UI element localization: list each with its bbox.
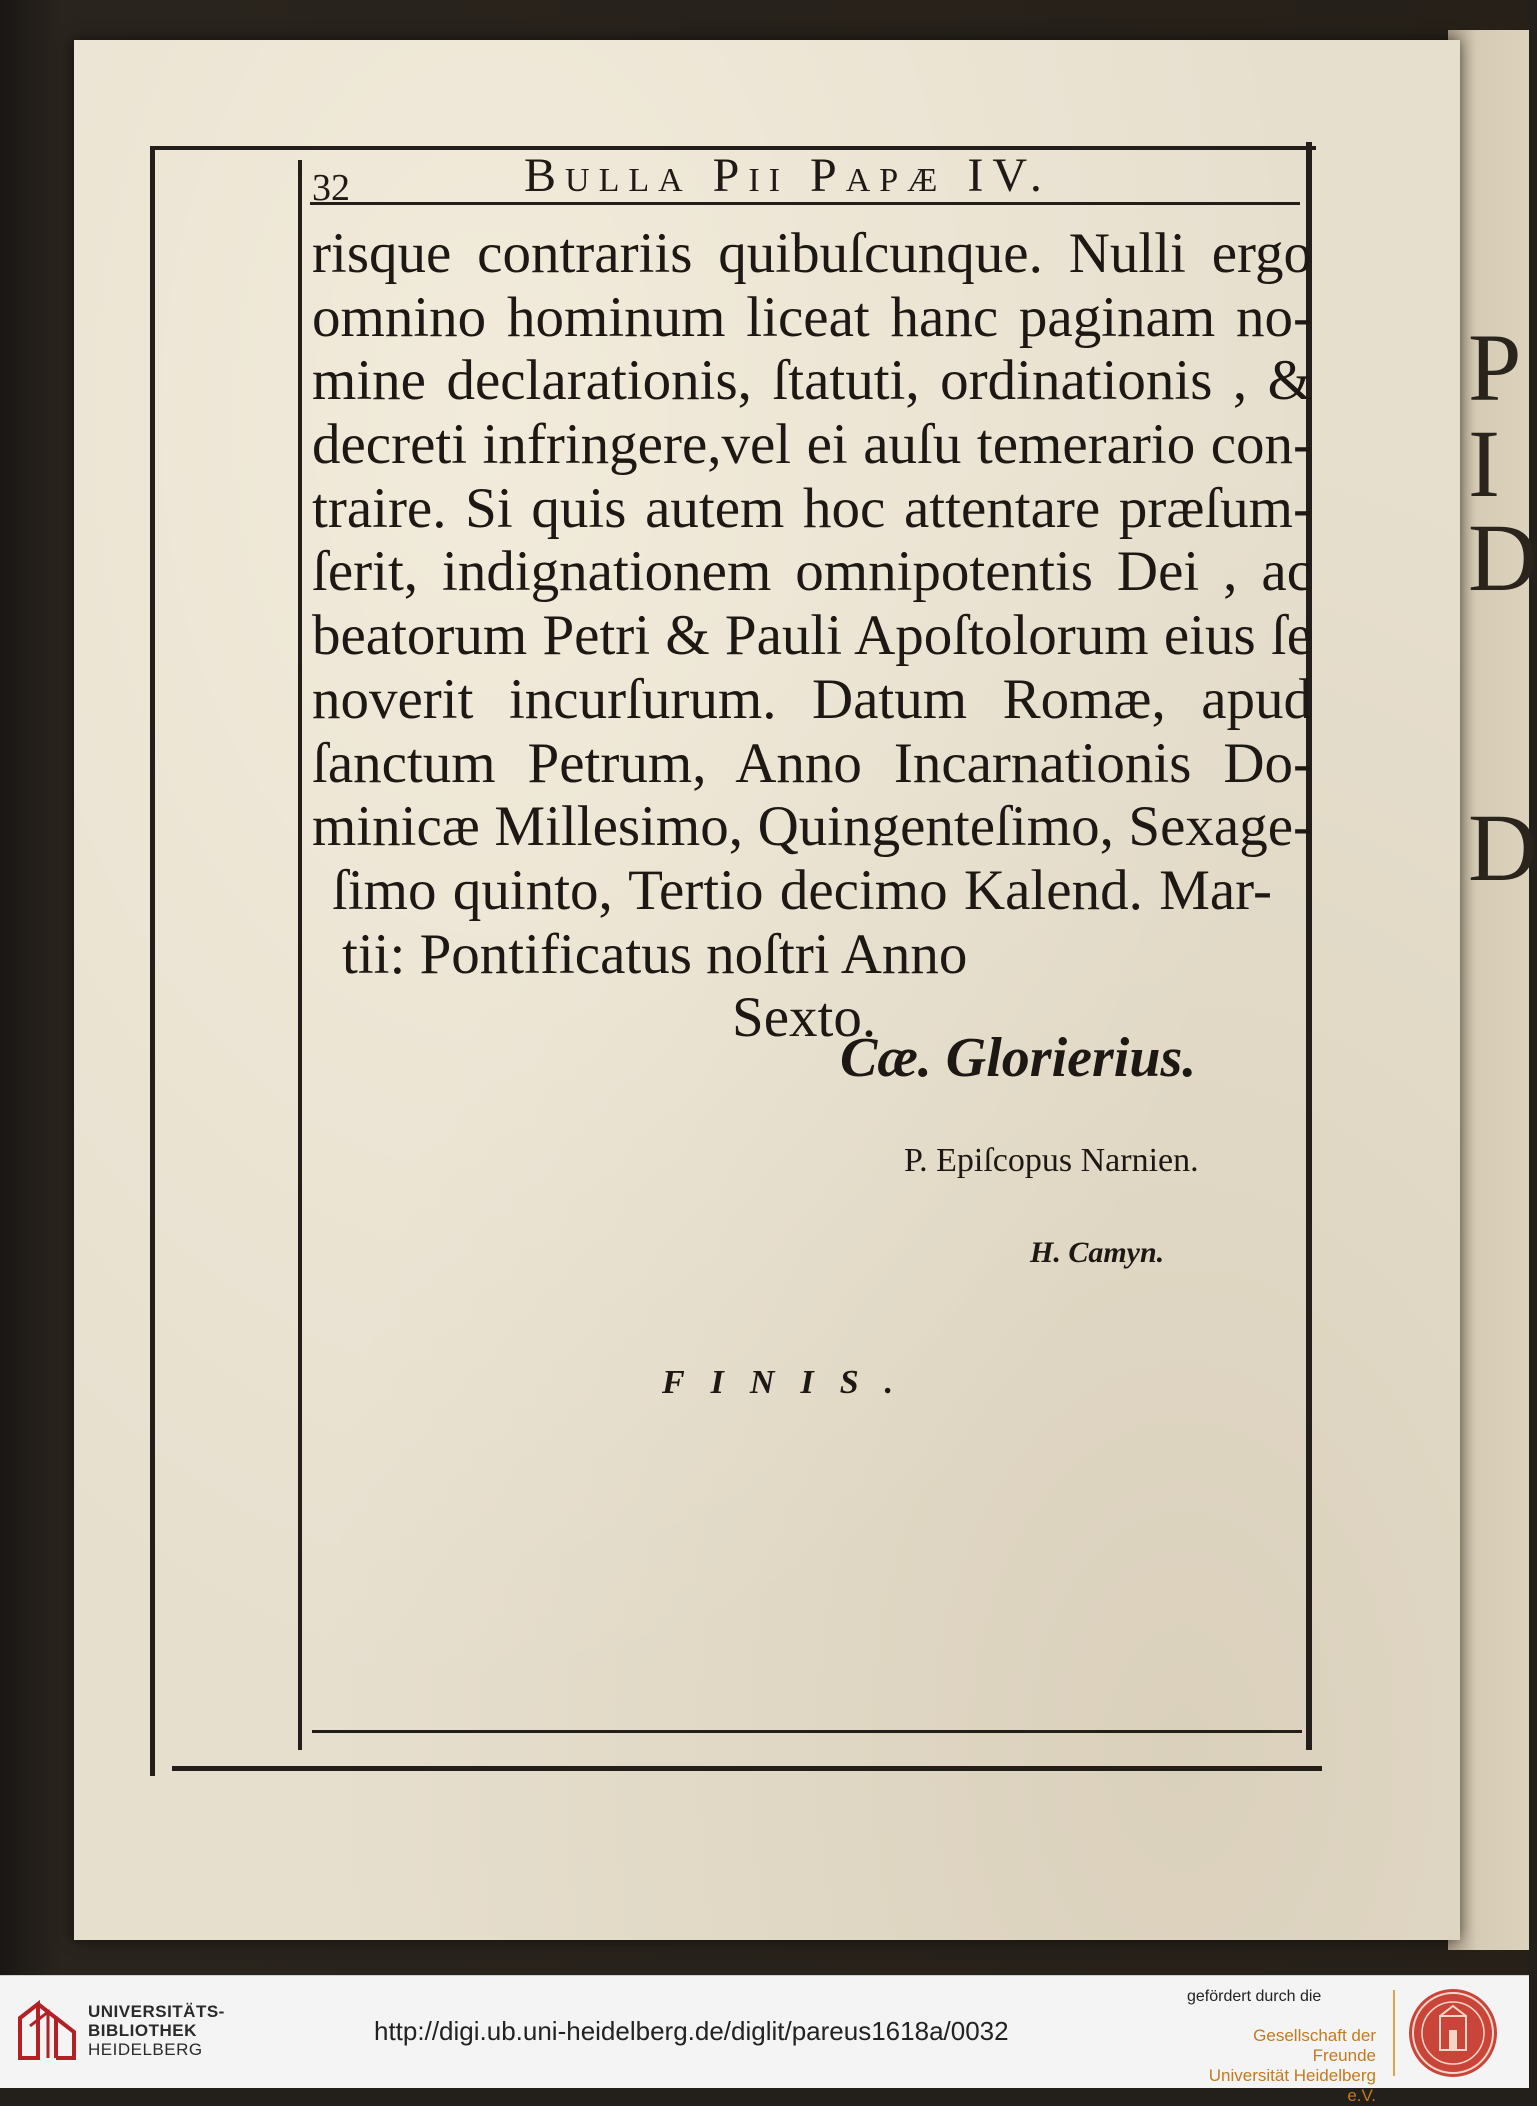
text-line: ſanctum Petrum, Anno Incarnationis Do- — [312, 731, 1312, 795]
viewer-footer — [0, 1975, 1529, 2105]
text-line: decreti infringere,vel ei auſu temerario con- — [312, 413, 1312, 477]
text-line: ſerit, indignationem omnipotentis Dei , ac — [312, 540, 1312, 604]
sponsor-label: gefördert durch die — [1187, 1988, 1322, 2005]
library-name[interactable] — [88, 2002, 225, 2059]
sponsor-divider — [1393, 1990, 1395, 2076]
finis-mark: FINIS. — [662, 1364, 920, 1401]
frame-inner-left-rule — [298, 160, 302, 1750]
text-line: traire. Si quis autem hoc attentare præſum- — [312, 476, 1312, 540]
frame-outer-bottom-rule — [172, 1766, 1322, 1771]
sponsor-name-line: Gesellschaft der Freunde — [1253, 2026, 1376, 2065]
frame-inner-bottom-rule — [312, 1730, 1302, 1733]
frame-outer-left-rule — [150, 146, 155, 1776]
university-seal-icon[interactable] — [1406, 1986, 1500, 2080]
text-line: tii: Pontificatus noſtri Anno — [342, 922, 968, 986]
text-line: ſimo quinto, Tertio decimo Kalend. Mar- — [332, 858, 1272, 922]
text-line: mine declarationis, ſtatuti, ordinationis , & — [312, 349, 1312, 413]
facing-page-fragment: P I — [1468, 314, 1518, 517]
body-text — [312, 222, 1312, 1050]
sponsor-name-line: Universität Heidelberg e.V. — [1208, 2066, 1376, 2105]
facing-page-fragment: D — [1468, 794, 1537, 901]
page-number: 32 — [312, 167, 350, 209]
text-line: omnino hominum liceat hanc paginam no- — [312, 285, 1312, 349]
library-name-line: UNIVERSITÄTS- — [88, 2002, 225, 2021]
facing-page-fragment: D — [1468, 504, 1537, 611]
ub-heidelberg-logo-icon[interactable] — [16, 1998, 78, 2064]
running-title: Bulla Pii Papæ IV. — [524, 149, 1051, 202]
signature-glorierius: Cæ. Glorierius. — [840, 1027, 1197, 1089]
library-name-line: HEIDELBERG — [88, 2040, 203, 2059]
text-line: minicæ Millesimo, Quingenteſimo, Sexage- — [312, 795, 1312, 859]
text-line: beatorum Petri & Pauli Apoſtolorum eius ſe — [312, 604, 1312, 668]
signature-camyn: H. Camyn. — [1030, 1236, 1165, 1269]
text-line: risque contrariis quibuſcunque. Nulli ergo — [312, 222, 1312, 285]
text-line: Sexto. — [732, 986, 877, 1050]
signature-episcopus: P. Epiſcopus Narnien. — [904, 1142, 1199, 1179]
sponsor-name[interactable] — [1190, 2026, 1376, 2106]
text-line: noverit incurſurum. Datum Romæ, apud — [312, 667, 1312, 731]
library-name-line: BIBLIOTHEK — [88, 2021, 197, 2040]
permalink-url[interactable]: http://digi.ub.uni-heidelberg.de/diglit/pareus1618a/0032 — [374, 2016, 1009, 2046]
